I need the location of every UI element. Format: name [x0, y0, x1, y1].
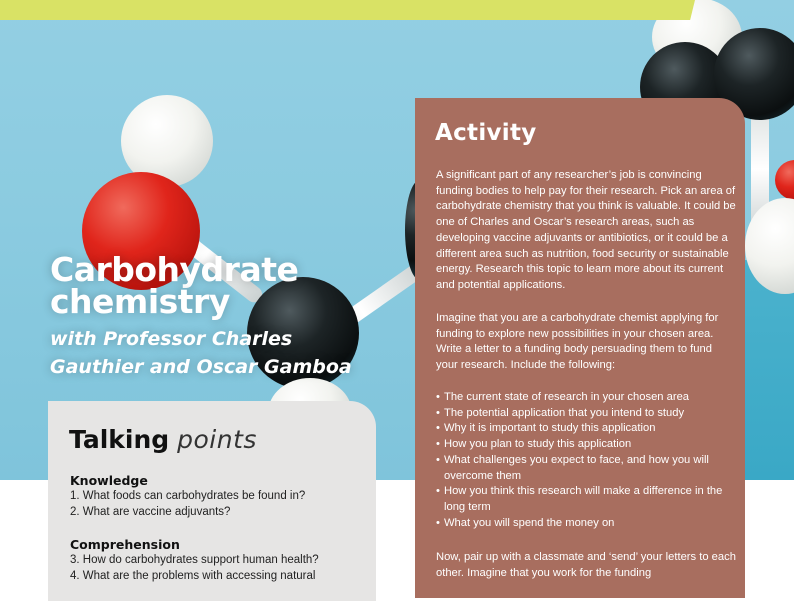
question-item: 3. How do carbohydrates support human health?	[70, 554, 319, 566]
header-accent-bar	[0, 0, 695, 20]
list-item: • The potential application that you intend to study	[436, 406, 736, 422]
article-title-line2: chemistry	[50, 282, 230, 321]
talking-points-heading-bold: Talking	[69, 425, 170, 454]
article-title	[50, 250, 352, 321]
article-subtitle-line1: with Professor Charles	[50, 328, 293, 350]
activity-requirements-list	[436, 390, 736, 531]
list-item: • The current state of research in your chosen area	[436, 390, 736, 406]
activity-paragraph-task: Imagine that you are a carbohydrate chemist applying for funding to explore new possibilities in your chosen area. Write a letter to a funding body persuading them to fund your research. Include the following:	[436, 312, 719, 372]
activity-paragraph-pairing: Now, pair up with a classmate and ‘send’ your letters to each other. Imagine that you work for the funding	[436, 551, 736, 579]
talking-points-heading-light: points	[177, 425, 257, 454]
section-title: Comprehension	[70, 537, 180, 552]
list-item: • How you plan to study this application	[436, 437, 736, 453]
list-item: • How you think this research will make a difference in the long term	[436, 484, 736, 515]
list-item: • Why it is important to study this application	[436, 421, 736, 437]
talking-points-section-knowledge	[70, 473, 305, 520]
question-item: 1. What foods can carbohydrates be found in?	[70, 490, 306, 502]
molecule-atom-red	[775, 160, 794, 200]
activity-paragraph-intro: A significant part of any researcher’s job is convincing funding bodies to help pay for their research. Pick an area of carbohydrate chemistry that you think is valuable. It could be one of Charles and Oscar’s research areas, such as developing vaccine adjuvants or antibiotics, or it could be a different area such as nutrition, food security or sustainable energy. Research this topic to learn more about its current and potential applications.	[436, 169, 736, 291]
article-subtitle	[50, 325, 352, 381]
talking-points-heading	[69, 425, 257, 454]
activity-panel	[415, 98, 745, 598]
talking-points-panel	[48, 401, 376, 601]
section-title: Knowledge	[70, 473, 148, 488]
list-item: • What you will spend the money on	[436, 516, 736, 532]
list-item: • What challenges you expect to face, and how you will overcome them	[436, 453, 736, 484]
article-title-block	[50, 250, 352, 381]
article-subtitle-line2: Gauthier and Oscar Gamboa	[50, 356, 352, 378]
question-item: 2. What are vaccine adjuvants?	[70, 505, 231, 518]
question-item: 4. What are the problems with accessing natural	[70, 569, 316, 582]
activity-heading: Activity	[435, 120, 537, 146]
article-title-line1: Carbohydrate	[50, 250, 299, 289]
